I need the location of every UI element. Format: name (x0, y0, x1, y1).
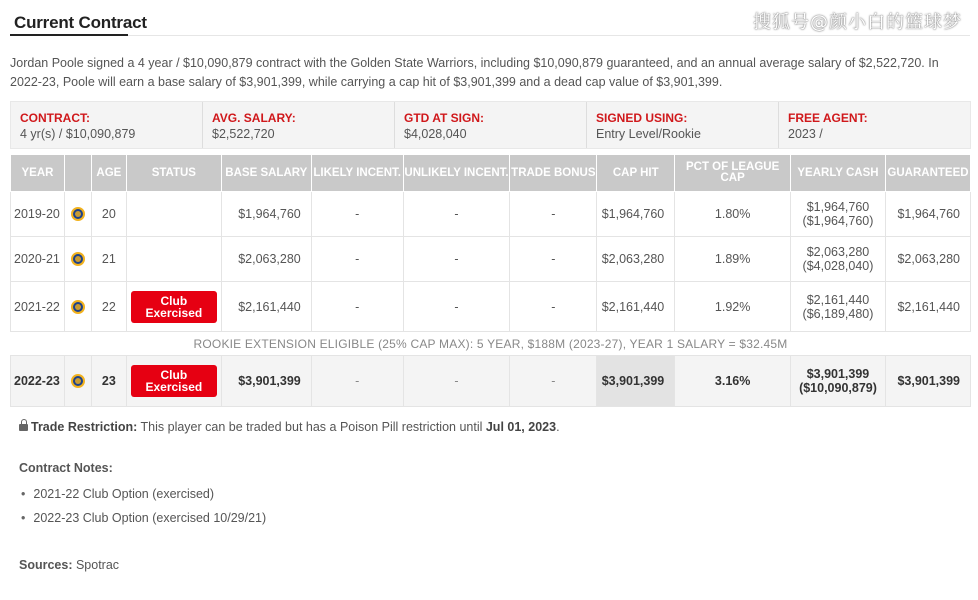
col-header-trade-bonus[interactable]: TRADE BONUS (510, 155, 597, 192)
cell-yearly-cash (791, 237, 886, 282)
cell-trade-bonus: - (510, 237, 597, 282)
warriors-logo-icon (71, 252, 85, 266)
info-label: SIGNED USING: (596, 111, 688, 125)
info-label: FREE AGENT: (788, 111, 868, 125)
warriors-logo-icon (71, 300, 85, 314)
yearly-cash-value: $2,063,280 (806, 245, 870, 259)
contract-notes-title: Contract Notes: (19, 461, 113, 475)
table-row (11, 282, 971, 332)
table-row (11, 237, 971, 282)
cell-likely: - (311, 237, 403, 282)
yearly-cash-cumulative: ($6,189,480) (802, 306, 874, 321)
yearly-cash-value: $1,964,760 (806, 200, 870, 214)
cell-guaranteed: $3,901,399 (885, 356, 970, 407)
cell-unlikely: - (403, 192, 510, 237)
title-divider (10, 35, 970, 36)
cell-trade-bonus: - (510, 356, 597, 407)
info-signed-using (587, 102, 779, 148)
col-header-year[interactable]: YEAR (11, 155, 65, 192)
cell-status (126, 237, 221, 282)
info-value: 4 yr(s) / $10,090,879 (20, 127, 136, 141)
table-row (11, 192, 971, 237)
col-header-yearly-cash[interactable]: YEARLY CASH (791, 155, 886, 192)
warriors-logo-icon (71, 374, 85, 388)
cell-unlikely: - (403, 282, 510, 332)
sources (19, 558, 119, 572)
col-header-base-salary[interactable]: BASE SALARY (221, 155, 311, 192)
sources-label: Sources: (19, 558, 73, 572)
cell-age: 22 (91, 282, 126, 332)
yearly-cash-value: $2,161,440 (806, 292, 870, 307)
watermark: 搜狐号@颜小白的篮球梦 (753, 12, 962, 33)
col-header-age[interactable]: AGE (91, 155, 126, 192)
info-label: CONTRACT: (20, 111, 90, 125)
cell-yearly-cash (791, 282, 886, 332)
cell-guaranteed: $2,063,280 (885, 237, 970, 282)
title-underline (10, 34, 128, 36)
col-header-team (64, 155, 91, 192)
info-free-agent (779, 102, 970, 148)
page-title: Current Contract (14, 13, 147, 32)
cell-team (64, 356, 91, 407)
col-header-unlikely-incent[interactable]: UNLIKELY INCENT. (403, 155, 510, 192)
warriors-logo-icon (71, 207, 85, 221)
current-year-row (11, 356, 971, 407)
yearly-cash-cumulative: ($4,028,040) (802, 259, 874, 273)
trade-restriction-date: Jul 01, 2023 (485, 420, 557, 434)
cell-likely: - (311, 282, 403, 332)
club-exercised-badge (131, 365, 217, 397)
cell-year: 2022-23 (11, 356, 65, 407)
col-header-pct-cap[interactable]: PCT OF LEAGUE CAP (675, 155, 791, 192)
cell-cap-hit: $1,964,760 (597, 192, 675, 237)
cell-year: 2020-21 (11, 237, 65, 282)
cell-guaranteed: $1,964,760 (885, 192, 970, 237)
yearly-cash-value: $3,901,399 (806, 367, 870, 381)
cell-cap-hit: $3,901,399 (597, 356, 675, 407)
trade-restriction-text: This player can be traded but has a Poison Pill restriction until (137, 420, 486, 434)
trade-restriction (19, 420, 560, 434)
cell-year: 2019-20 (11, 192, 65, 237)
info-value: Entry Level/Rookie (596, 127, 701, 141)
cell-trade-bonus: - (510, 192, 597, 237)
col-header-cap-hit[interactable]: CAP HIT (597, 155, 675, 192)
cell-base-salary: $2,161,440 (221, 282, 311, 332)
cell-age: 20 (91, 192, 126, 237)
cell-trade-bonus: - (510, 282, 597, 332)
cell-status (126, 192, 221, 237)
cell-status (126, 356, 221, 407)
contract-table (10, 154, 971, 407)
col-header-guaranteed[interactable]: GUARANTEED (885, 155, 970, 192)
trade-restriction-label: Trade Restriction: (31, 420, 138, 434)
cell-pct: 1.89% (675, 237, 791, 282)
yearly-cash-cumulative: ($10,090,879) (799, 381, 877, 395)
cell-base-salary: $3,901,399 (221, 356, 311, 407)
contract-notes-list (21, 487, 266, 535)
contract-summary: Jordan Poole signed a 4 year / $10,090,879 contract with the Golden State Warriors, including $10,090,879 guaranteed, and an annual average salary of $2,522,720. In 2022-23, Poole will earn a base salary of $3,901,399, while carrying a cap hit of $3,901,399 and a dead cap value of $3,901,399. (10, 56, 939, 89)
info-avg-salary (203, 102, 395, 148)
cell-unlikely: - (403, 237, 510, 282)
cell-pct: 1.92% (675, 282, 791, 332)
cell-likely: - (311, 356, 403, 407)
info-value: 2023 / (788, 127, 823, 141)
contract-note-item: • 2022-23 Club Option (exercised 10/29/21) (21, 511, 266, 535)
info-label: AVG. SALARY: (212, 111, 296, 125)
cell-guaranteed: $2,161,440 (885, 282, 970, 332)
cell-unlikely: - (403, 356, 510, 407)
info-label: GTD AT SIGN: (404, 111, 484, 125)
contract-info-bar (10, 101, 971, 149)
cell-age: 21 (91, 237, 126, 282)
col-header-likely-incent[interactable]: LIKELY INCENT. (311, 155, 403, 192)
table-header-row (11, 155, 971, 192)
contract-note-item: • 2021-22 Club Option (exercised) (21, 487, 266, 511)
info-contract (11, 102, 203, 148)
info-gtd-at-sign (395, 102, 587, 148)
club-exercised-badge (131, 291, 217, 323)
cell-pct: 1.80% (675, 192, 791, 237)
cell-status (126, 282, 221, 332)
yearly-cash-cumulative: ($1,964,760) (802, 214, 874, 228)
cell-team (64, 237, 91, 282)
cell-cap-hit: $2,063,280 (597, 237, 675, 282)
badge-line: Exercised (145, 380, 203, 394)
cell-team (64, 192, 91, 237)
lock-icon (19, 424, 28, 431)
badge-line: Exercised (145, 305, 203, 320)
trade-restriction-end: . (556, 420, 560, 434)
cell-base-salary: $1,964,760 (221, 192, 311, 237)
sources-value: Spotrac (72, 558, 120, 572)
info-value: $2,522,720 (212, 127, 275, 141)
col-header-status[interactable]: STATUS (126, 155, 221, 192)
badge-line: Club (160, 368, 188, 382)
cell-age: 23 (91, 356, 126, 407)
cell-likely: - (311, 192, 403, 237)
cell-yearly-cash (791, 192, 886, 237)
badge-line: Club (160, 293, 188, 308)
cell-cap-hit: $2,161,440 (597, 282, 675, 332)
info-value: $4,028,040 (404, 127, 467, 141)
extension-note-row (11, 332, 971, 356)
extension-note: ROOKIE EXTENSION ELIGIBLE (25% CAP MAX): 5 YEAR, $188M (2023-27), YEAR 1 SALARY = $32.45M (193, 336, 788, 351)
cell-year: 2021-22 (11, 282, 65, 332)
cell-team (64, 282, 91, 332)
cell-pct: 3.16% (675, 356, 791, 407)
cell-yearly-cash (791, 356, 886, 407)
cell-base-salary: $2,063,280 (221, 237, 311, 282)
